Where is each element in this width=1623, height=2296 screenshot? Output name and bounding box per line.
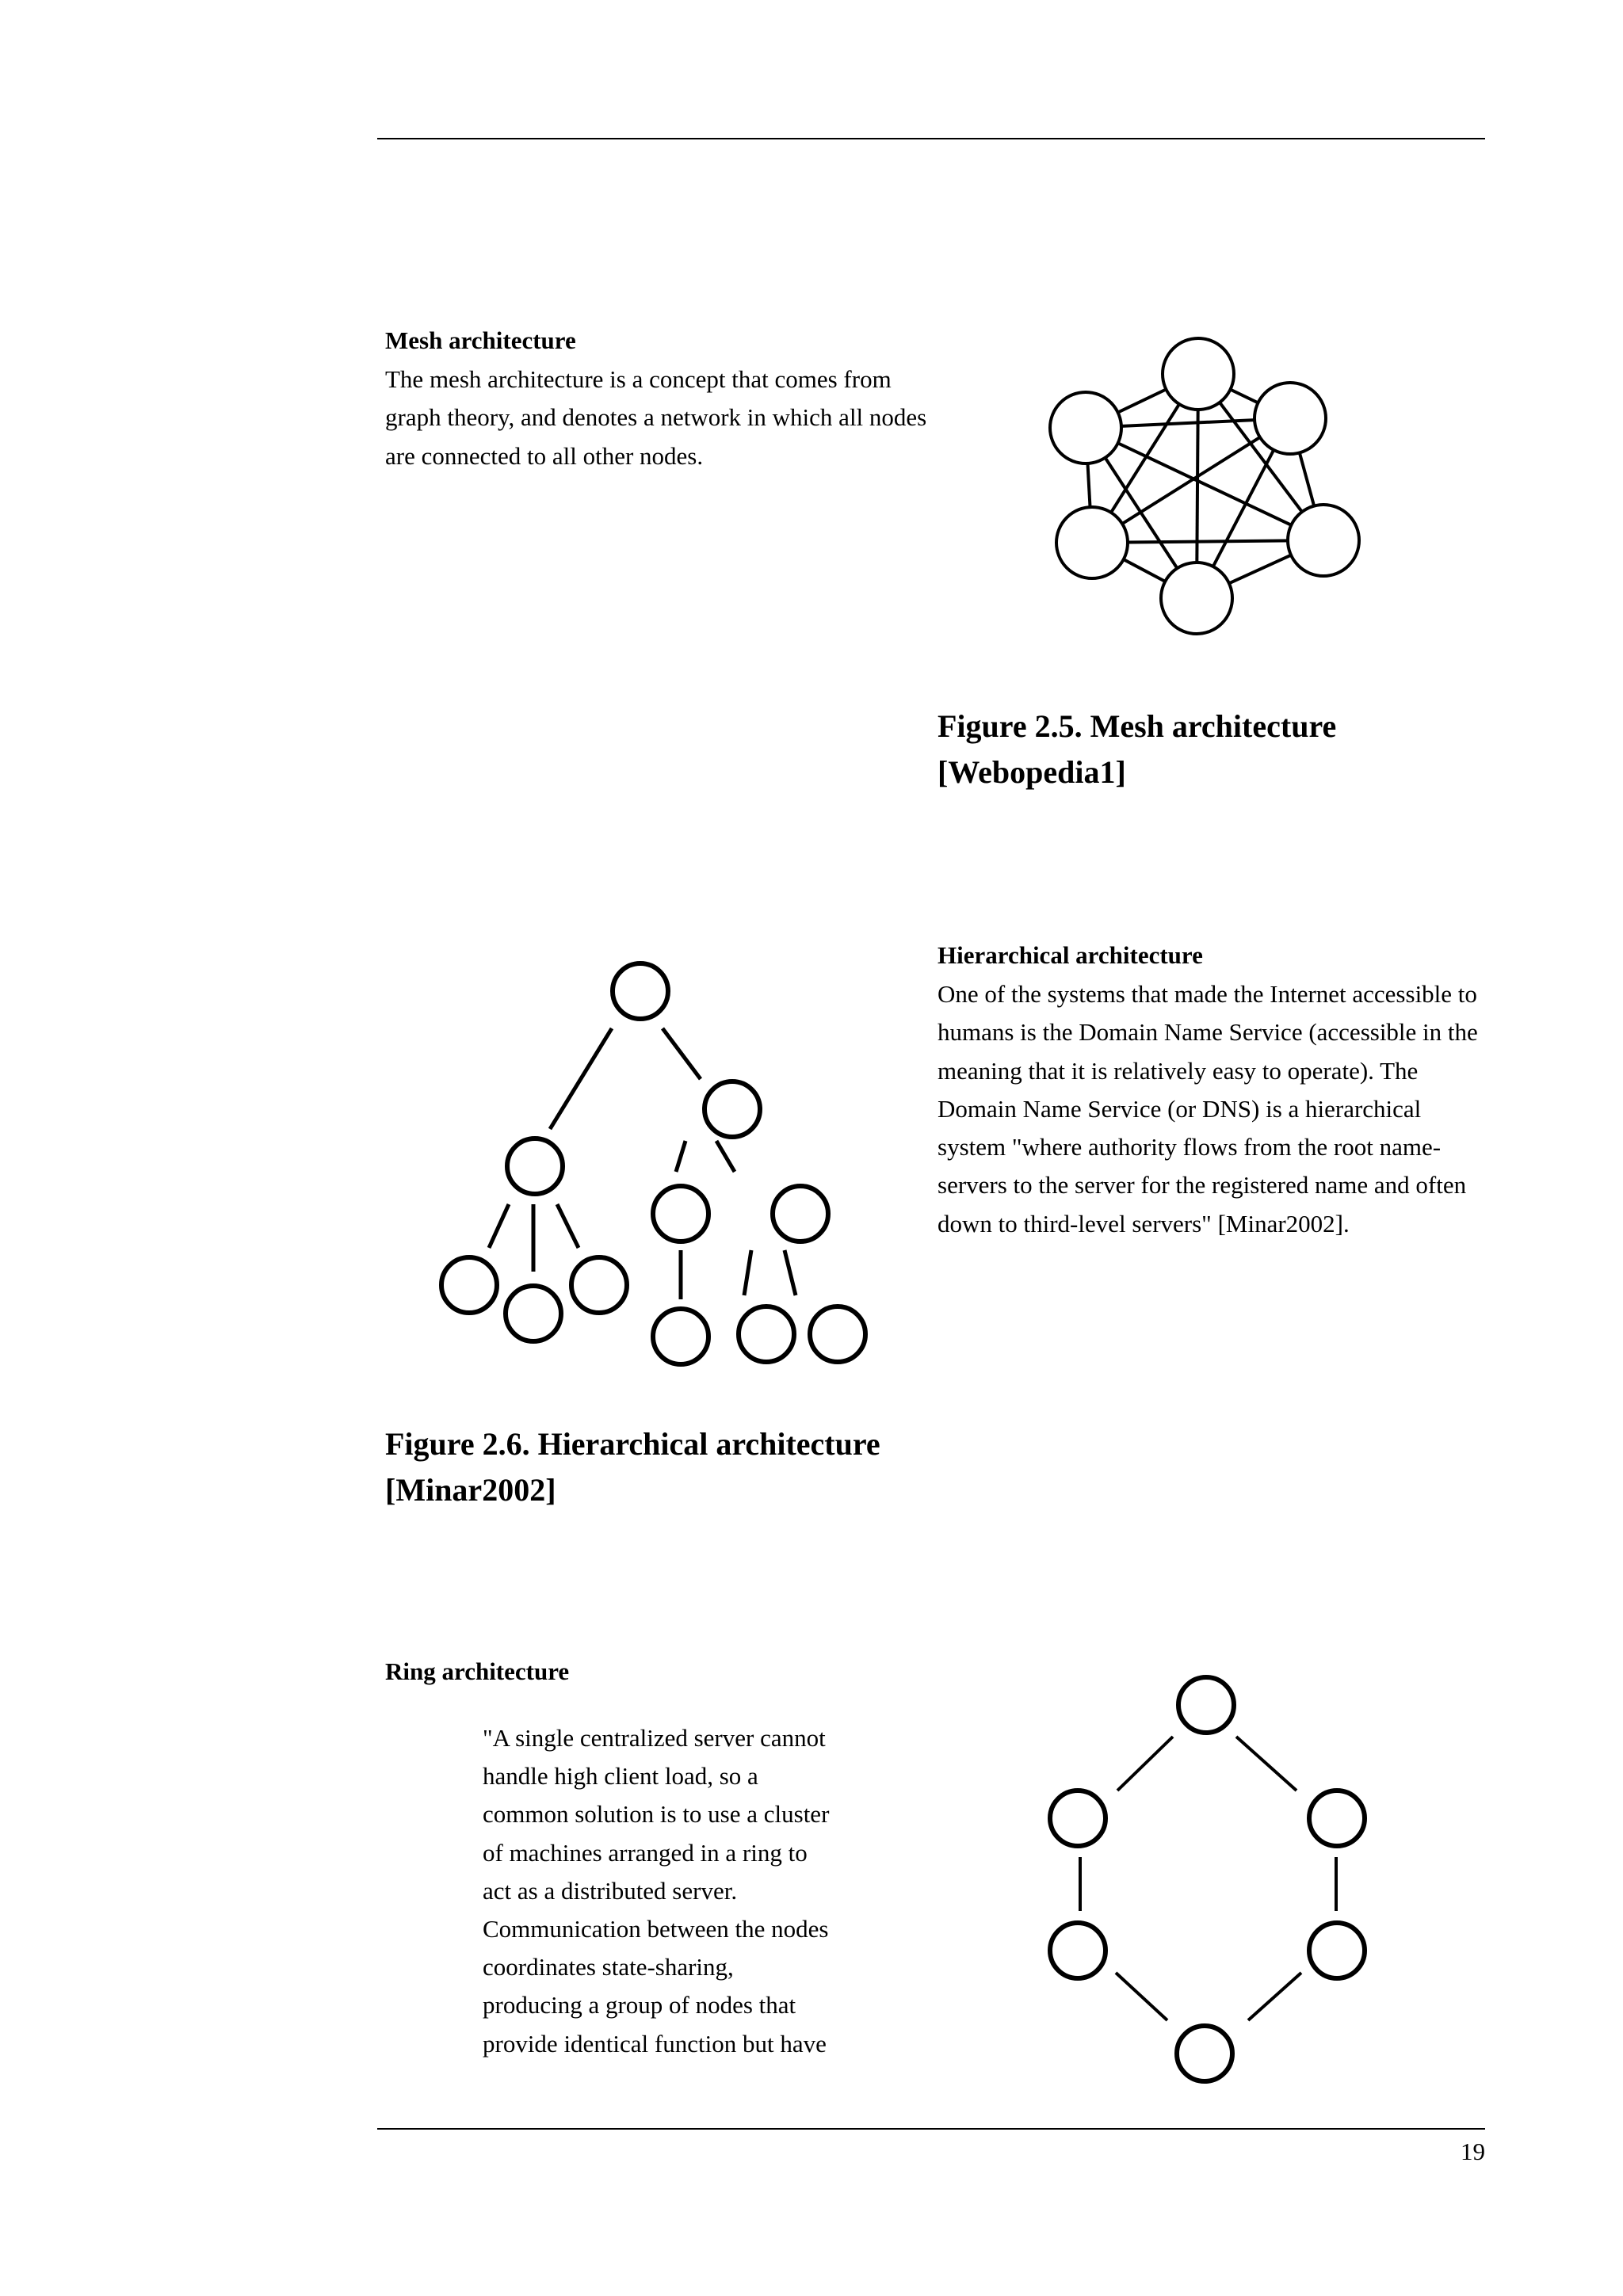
ring-node — [1177, 2026, 1232, 2081]
mesh-heading: Mesh architecture — [385, 326, 576, 354]
hierarchical-node-leaf — [739, 1306, 794, 1362]
hierarchical-node-root — [613, 963, 668, 1019]
ring-node — [1050, 1791, 1106, 1846]
ring-edges — [1080, 1737, 1336, 2020]
hierarchical-node-leaf — [571, 1257, 627, 1313]
hierarchical-node-leaf — [441, 1257, 497, 1313]
figure-2-5-caption-line2: [Webopedia1] — [938, 754, 1126, 790]
ring-node — [1309, 1791, 1365, 1846]
hierarchical-node-leaf — [810, 1306, 865, 1362]
mesh-node — [1050, 392, 1121, 463]
hierarchical-node — [653, 1186, 708, 1241]
hierarchical-node — [773, 1186, 828, 1241]
figure-2-6-caption-line2: [Minar2002] — [385, 1472, 556, 1508]
mesh-nodes — [1050, 338, 1359, 634]
ring-figure — [1038, 1672, 1379, 2092]
mesh-node — [1056, 507, 1128, 578]
ring-node — [1309, 1923, 1365, 1978]
hierarchical-figure — [436, 959, 880, 1371]
mesh-figure — [1030, 333, 1363, 642]
hierarchical-node-leaf — [506, 1286, 561, 1341]
page-number: 19 — [1461, 2138, 1485, 2165]
hierarchical-paragraph: One of the systems that made the Internet accessible to humans is the Domain Name Service (accessible in the meaning that it is relatively easy to operate). The Domain Name Service (or DNS) is a hierarchical system "where authority flows from the root name-servers to the server for the registered name and often down to third-level servers" [Minar2002]. — [938, 980, 1478, 1238]
figure-2-6-caption-line1: Figure 2.6. Hierarchical architecture — [385, 1426, 880, 1462]
mesh-paragraph: The mesh architecture is a concept that comes from graph theory, and denotes a network in which all nodes are connected to all other nodes. — [385, 365, 927, 470]
ring-node — [1178, 1677, 1234, 1733]
ring-quote: "A single centralized server cannot handle high client load, so a common solution is to use a cluster of machines arranged in a ring to act as a distributed server. Communication between the nodes coordinates state-sharing, producing a group of nodes that provide identical function but have — [483, 1724, 830, 2058]
mesh-node — [1254, 383, 1326, 454]
hierarchical-node-leaf — [653, 1309, 708, 1364]
footer-rule — [377, 2128, 1485, 2130]
mesh-node — [1161, 563, 1232, 634]
ring-nodes — [1050, 1677, 1365, 2081]
ring-node — [1050, 1923, 1106, 1978]
hierarchical-nodes — [441, 963, 865, 1364]
ring-heading: Ring architecture — [385, 1657, 570, 1685]
mesh-node — [1163, 338, 1234, 410]
mesh-node — [1288, 505, 1359, 576]
hierarchical-node — [507, 1138, 563, 1194]
header-rule — [377, 138, 1485, 139]
figure-2-5-caption-line1: Figure 2.5. Mesh architecture — [938, 708, 1337, 744]
hierarchical-heading: Hierarchical architecture — [938, 941, 1203, 969]
hierarchical-node — [705, 1081, 760, 1137]
